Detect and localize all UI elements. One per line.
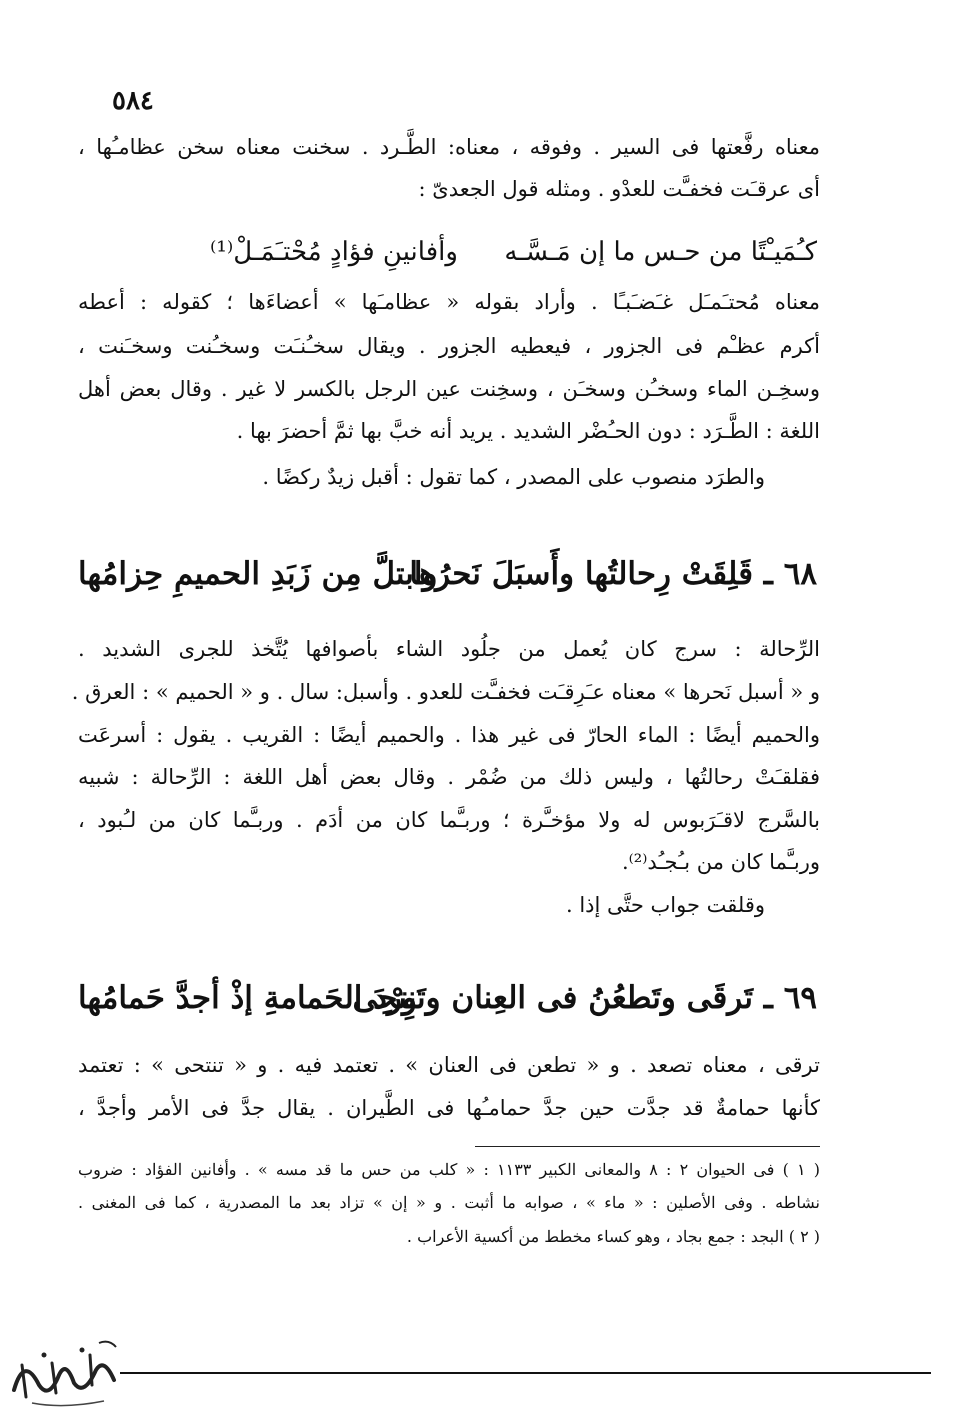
text-line: كأنها حمامةٌ قد جدَّت حين جدَّ حمامـُها فى الطَّيران . يقال جدَّ فى الأمر وأجدَّ ، [78,1096,820,1120]
library-stamp-logo [4,1335,124,1410]
text-line: و « أسبل نَحرها » معناه عـَرِقـَت فخفـَّت للعدو . وأسبل: سال . و « الحميم » : العرق . [71,680,820,704]
text-line: والحميم أيضًا : الماء الحارّ فى غير هذا . والحميم أيضًا : القريب . يقول : أسرعَت [78,723,820,747]
text-line: معناه مُحتـَمـَل غـَضـَبـًا . وأراد بقوله « عظامـَها » أعضاءَها ؛ كقوله : أعطه [78,290,820,314]
text-line: فقلقـَتْ رحالتُها ، وليس ذلك من ضُمْر . وقال بعض أهل اللغة : الرِّحالة : شبيه [78,765,820,789]
bottom-divider [120,1372,931,1374]
text-line: بالسَّرج لاقـَرَبوس له ولا مؤخـَّرة ؛ وربـَّما كان من أدَم . وربـَّما كان من لـُبود ، [78,808,820,832]
footnote-line: ( ١ ) فى الحيوان ٢ : ٨ والمعانى الكبير ١١٣٣ : « كلب من حس ما قد مسه » . وأفانين الفؤاد : ضروب [78,1160,821,1179]
verse-69-first-hemistich: ٦٩ ـ تَرقَى وتَطعُنُ فى العِنان وتَنتحِى [352,980,817,1016]
verse-second-hemistich: وأفانينِ فؤادٍ مُحْتـَمَـلْ⁽¹⁾ [210,237,458,267]
page-number: ٥٨٤ [112,86,154,116]
footnote-line: نشاطه . وفى الأصلين : « ماء » ، صوابه ما أثبت . و « إن » تزاد بعد ما المصدرية ، كما فى المغنى . [78,1193,820,1212]
verse-68-first-hemistich: ٦٨ ـ قَلِقَتْ رِحالتُها وأَسبَلَ نَحرُها [409,556,817,592]
text-line: الرِّحالة : سرج كان يُعمل من جلُود الشاء بأصوافها يُتَّخذ للجرى الشديد . [78,637,820,661]
verse-69-second-hemistich: وِرْدَ الحَمامةِ إذْ أجدَّ حَمامُها [78,980,417,1016]
text-line: وسخِـن الماء وسخـُن وسخـَن ، وسخِنت عين الرجل بالكسر لا غير . وقال بعض أهل [78,377,820,401]
verse-68-second-hemistich: وابتلَّ مِن زَبَدِ الحميمِ حِزامُها [78,556,438,592]
text-line: معناه رفَّعتها فى السير . وفوقه ، معناه: الطَّـرد . سخنت معناه سخن عظامـُها ، [78,135,820,159]
text-line: وقلقت جواب حتَّى إذا . [565,893,765,917]
text-line: اللغة : الطَّـرَد : دون الحـُضْر الشديد . يريد أنه خبَّ بها ثمَّ أحضرَ بها . [236,419,820,443]
verse-first-hemistich: كـُمَيـْتًا من حـس ما إن مَـسَّـه [504,237,817,267]
text-line: وربـَّما كان من بـُجـُد⁽²⁾. [621,850,820,874]
footnote-divider [475,1146,820,1147]
text-line: والطرَد منصوب على المصدر ، كما تقول : أقبل زيدٌ ركضًا . [262,465,765,489]
text-line: ترقى ، معناه تصعد . و « تطعن فى العنان » . تعتمد فيه . و « تنتحى » : تعتمد [78,1053,820,1077]
text-line: أى عرقـَت فخفـَّت للعدْو . ومثله قول الجعدىّ : [418,177,820,201]
footnote-line: ( ٢ ) البجد : جمع بجاد ، وهو كساء مخطط من أكسية الأعراب . [406,1227,820,1246]
text-line: أكرم عظـْم فى الجزور ، فيعطيه الجزور . ويقال سخـُنـَت وسخـُنت وسخـَنت ، [78,334,820,358]
